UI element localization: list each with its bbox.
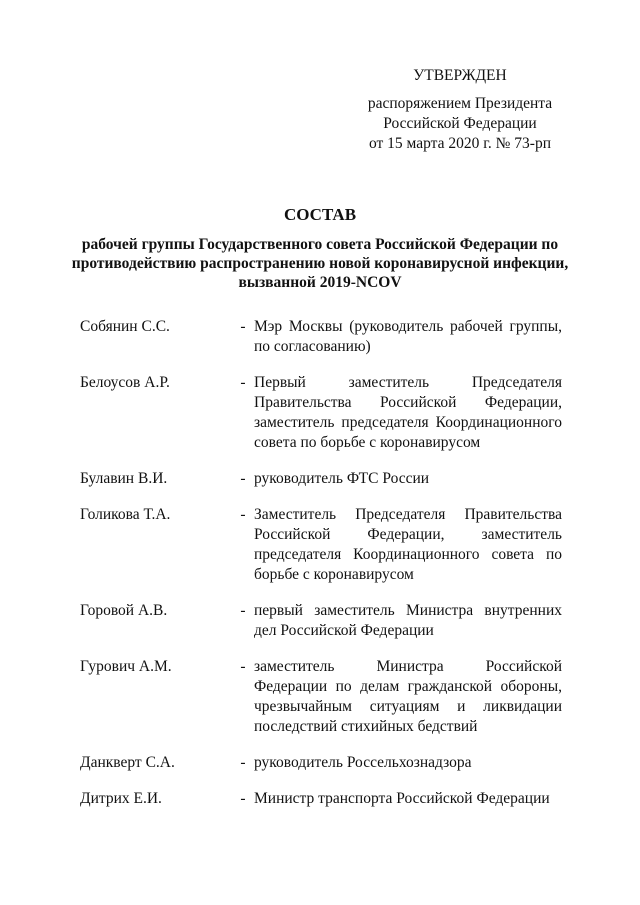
member-dash: -	[240, 470, 246, 487]
member-row	[80, 373, 562, 453]
member-row	[80, 505, 562, 585]
member-dash: -	[240, 506, 246, 523]
member-role: руководитель ФТС России	[254, 470, 430, 487]
member-name: Гурович А.М.	[80, 658, 172, 675]
approval-date: от 15 марта 2020 г. № 73-рп	[368, 135, 552, 152]
approval-stamp: УТВЕРЖДЕН	[413, 67, 507, 84]
member-row	[80, 753, 562, 773]
member-dash: -	[240, 658, 246, 675]
member-name: Белоусов А.Р.	[80, 374, 170, 391]
member-dash: -	[240, 318, 246, 335]
member-name: Дитрих Е.И.	[80, 790, 162, 807]
member-row	[80, 317, 562, 357]
member-role: Первый заместитель Председателя Правительства Российской Федерации, заместитель председателя Координационного совета по борьбе с коронавирусом	[254, 374, 562, 451]
member-role: руководитель Россельхознадзора	[254, 754, 472, 771]
members-list	[80, 317, 562, 825]
member-dash: -	[240, 754, 246, 771]
member-role: Мэр Москвы (руководитель рабочей группы, по согласованию)	[254, 318, 562, 355]
member-name: Данкверт С.А.	[80, 754, 175, 771]
member-name: Горовой А.В.	[80, 602, 168, 619]
member-row	[80, 657, 562, 737]
member-name: Голикова Т.А.	[80, 506, 171, 523]
document-subtitle: рабочей группы Государственного совета Российской Федерации по противодействию распространению новой коронавирусной инфекции, вызванной 2019-NCOV	[71, 236, 569, 291]
member-role: первый заместитель Министра внутренних дел Российской Федерации	[254, 602, 562, 639]
member-name: Собянин С.С.	[80, 318, 170, 335]
member-role: Министр транспорта Российской Федерации	[254, 790, 550, 807]
approval-line: распоряжением Президента	[367, 95, 553, 112]
approval-block	[355, 66, 565, 154]
member-name: Булавин В.И.	[80, 470, 168, 487]
member-row	[80, 601, 562, 641]
member-dash: -	[240, 790, 246, 807]
document-title: СОСТАВ	[283, 205, 357, 224]
member-dash: -	[240, 374, 246, 391]
document-heading	[70, 205, 570, 292]
approval-line: Российской Федерации	[383, 115, 537, 132]
member-row	[80, 469, 562, 489]
member-row	[80, 789, 562, 809]
member-dash: -	[240, 602, 246, 619]
member-role: заместитель Министра Российской Федерации по делам гражданской обороны, чрезвычайным ситуациям и ликвидации последствий стихийных бедствий	[254, 658, 562, 735]
member-role: Заместитель Председателя Правительства Российской Федерации, заместитель председателя Координационного совета по борьбе с коронавирусом	[254, 506, 562, 583]
